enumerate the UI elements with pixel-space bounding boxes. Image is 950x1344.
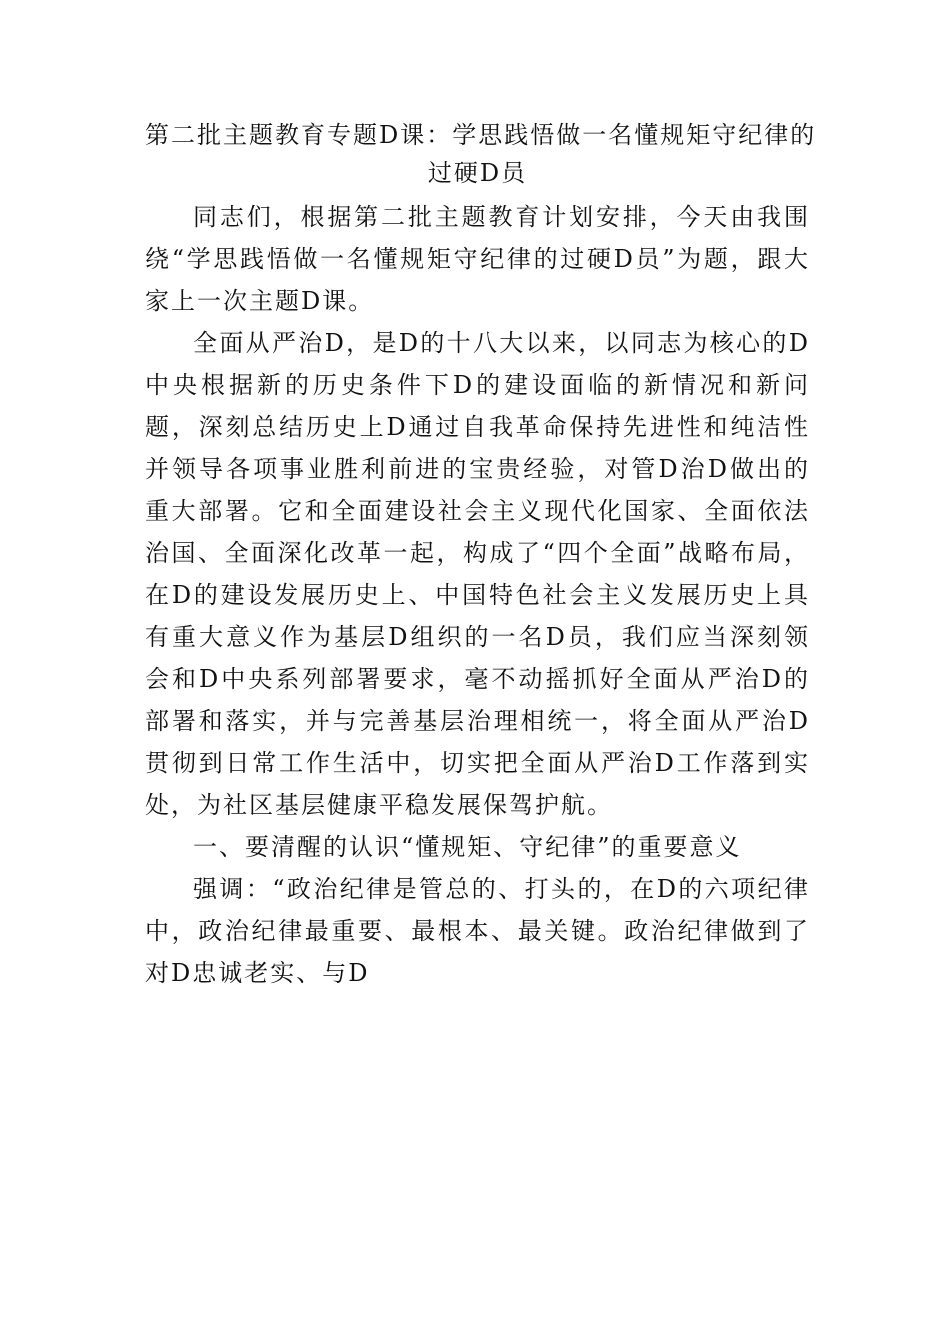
document-body xyxy=(145,116,817,994)
title-line-2: 过硬D员 xyxy=(427,159,528,187)
paragraph-background: 全面从严治D，是D的十八大以来，以同志为核心的D中央根据新的历史条件下D的建设面临的新情况和新问题，深刻总结历史上D通过自我革命保持先进性和纯洁性并领导各项事业胜利前进的宝贵经验，对管D治D做出的重大部署。它和全面建设社会主义现代化国家、全面依法治国、全面深化改革一起，构成了“四个全面”战略布局，在D的建设发展历史上、中国特色社会主义发展历史上具有重大意义作为基层D组织的一名D员，我们应当深刻领会和D中央系列部署要求，毫不动摇抓好全面从严治D的部署和落实，并与完善基层治理相统一，将全面从严治D贯彻到日常工作生活中，切实把全面从严治D工作落到实处，为社区基层健康平稳发展保驾护航。 xyxy=(145,329,810,819)
paragraph-political-discipline: 强调：“政治纪律是管总的、打头的，在D的六项纪律中，政治纪律最重要、最根本、最关键。政治纪律做到了对D忠诚老实、与D xyxy=(145,875,810,987)
document-title xyxy=(145,116,817,192)
paragraph-intro: 同志们，根据第二批主题教育计划安排，今天由我围绕“学思践悟做一名懂规矩守纪律的过硬D员”为题，跟大家上一次主题D课。 xyxy=(145,203,810,315)
title-line-1: 第二批主题教育专题D课：学思践悟做一名懂规矩守纪律的 xyxy=(145,121,817,149)
section-heading-1: 一、要清醒的认识“懂规矩、守纪律”的重要意义 xyxy=(193,833,742,861)
